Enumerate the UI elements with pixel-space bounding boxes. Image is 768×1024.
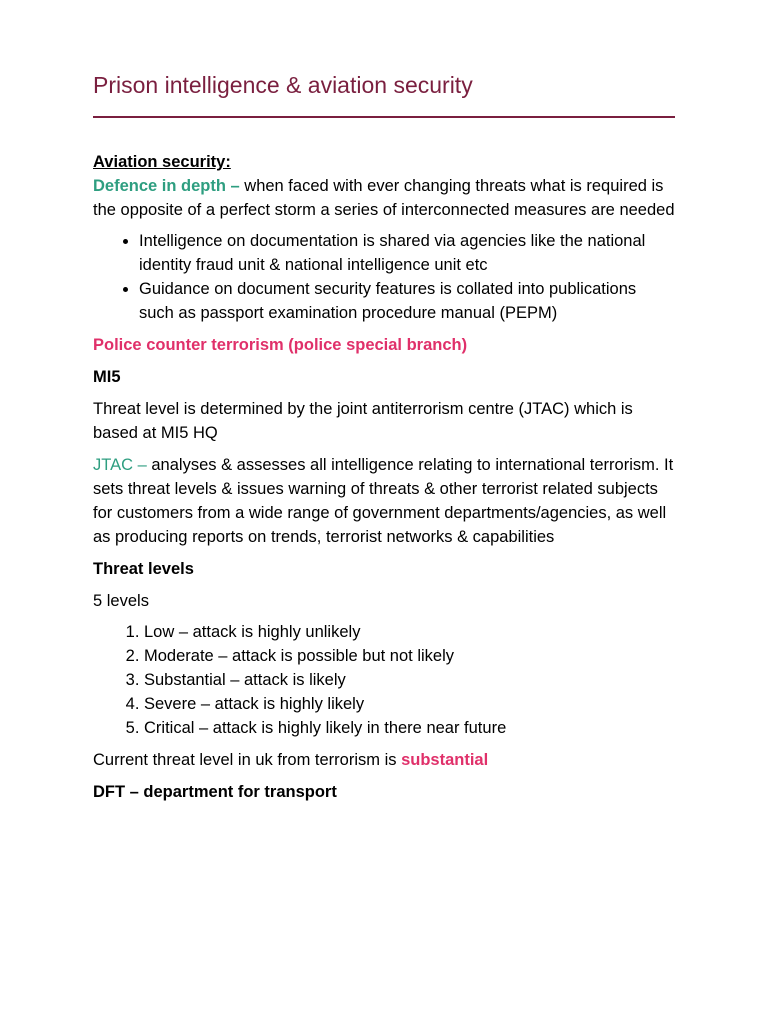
levels-count: 5 levels <box>93 592 149 610</box>
list-item: • Intelligence on documentation is shared via agencies like the national identity fraud unit & national intelligence unit etc <box>139 229 675 277</box>
list-item: • Guidance on document security features is collated into publications such as passport examination procedure manual (PEPM) <box>139 277 675 325</box>
list-item: 2. Moderate – attack is possible but not likely <box>144 644 675 668</box>
document-body <box>93 150 675 804</box>
current-threat-level-prefix: Current threat level in uk from terrorism is <box>93 751 402 769</box>
current-threat-level-value: substantial <box>401 751 489 769</box>
list-item: 5. Critical – attack is highly likely in there near future <box>144 716 675 740</box>
page-title: Prison intelligence & aviation security <box>93 72 473 98</box>
documentation-bullet-list <box>93 229 675 325</box>
list-item: 3. Substantial – attack is likely <box>144 668 675 692</box>
current-threat-level-paragraph <box>93 748 675 772</box>
defence-in-depth-term: Defence in depth – <box>93 177 245 195</box>
aviation-security-heading: Aviation security: <box>93 153 231 171</box>
threat-level-paragraph: Threat level is determined by the joint antiterrorism centre (JTAC) which is based at MI5 HQ <box>93 400 633 442</box>
threat-levels-heading: Threat levels <box>93 560 194 578</box>
title-divider <box>93 116 675 118</box>
police-counter-terrorism-heading: Police counter terrorism (police special branch) <box>93 336 468 354</box>
list-item: 1. Low – attack is highly unlikely <box>144 620 675 644</box>
mi5-heading: MI5 <box>93 368 121 386</box>
list-item: 4. Severe – attack is highly likely <box>144 692 675 716</box>
dft-heading: DFT – department for transport <box>93 783 337 801</box>
defence-in-depth-text: when faced with ever changing threats what is required is the opposite of a perfect storm a series of interconnected measures are needed <box>93 177 675 219</box>
defence-in-depth-paragraph <box>93 174 675 222</box>
jtac-paragraph <box>93 453 675 549</box>
jtac-text: analyses & assesses all intelligence relating to international terrorism. It sets threat levels & issues warning of threats & other terrorist related subjects for customers from a wide range of government departments/agencies, as well as producing reports on trends, terrorist networks & capabilities <box>93 456 674 546</box>
threat-levels-list <box>93 620 675 740</box>
jtac-term: JTAC – <box>93 456 152 474</box>
